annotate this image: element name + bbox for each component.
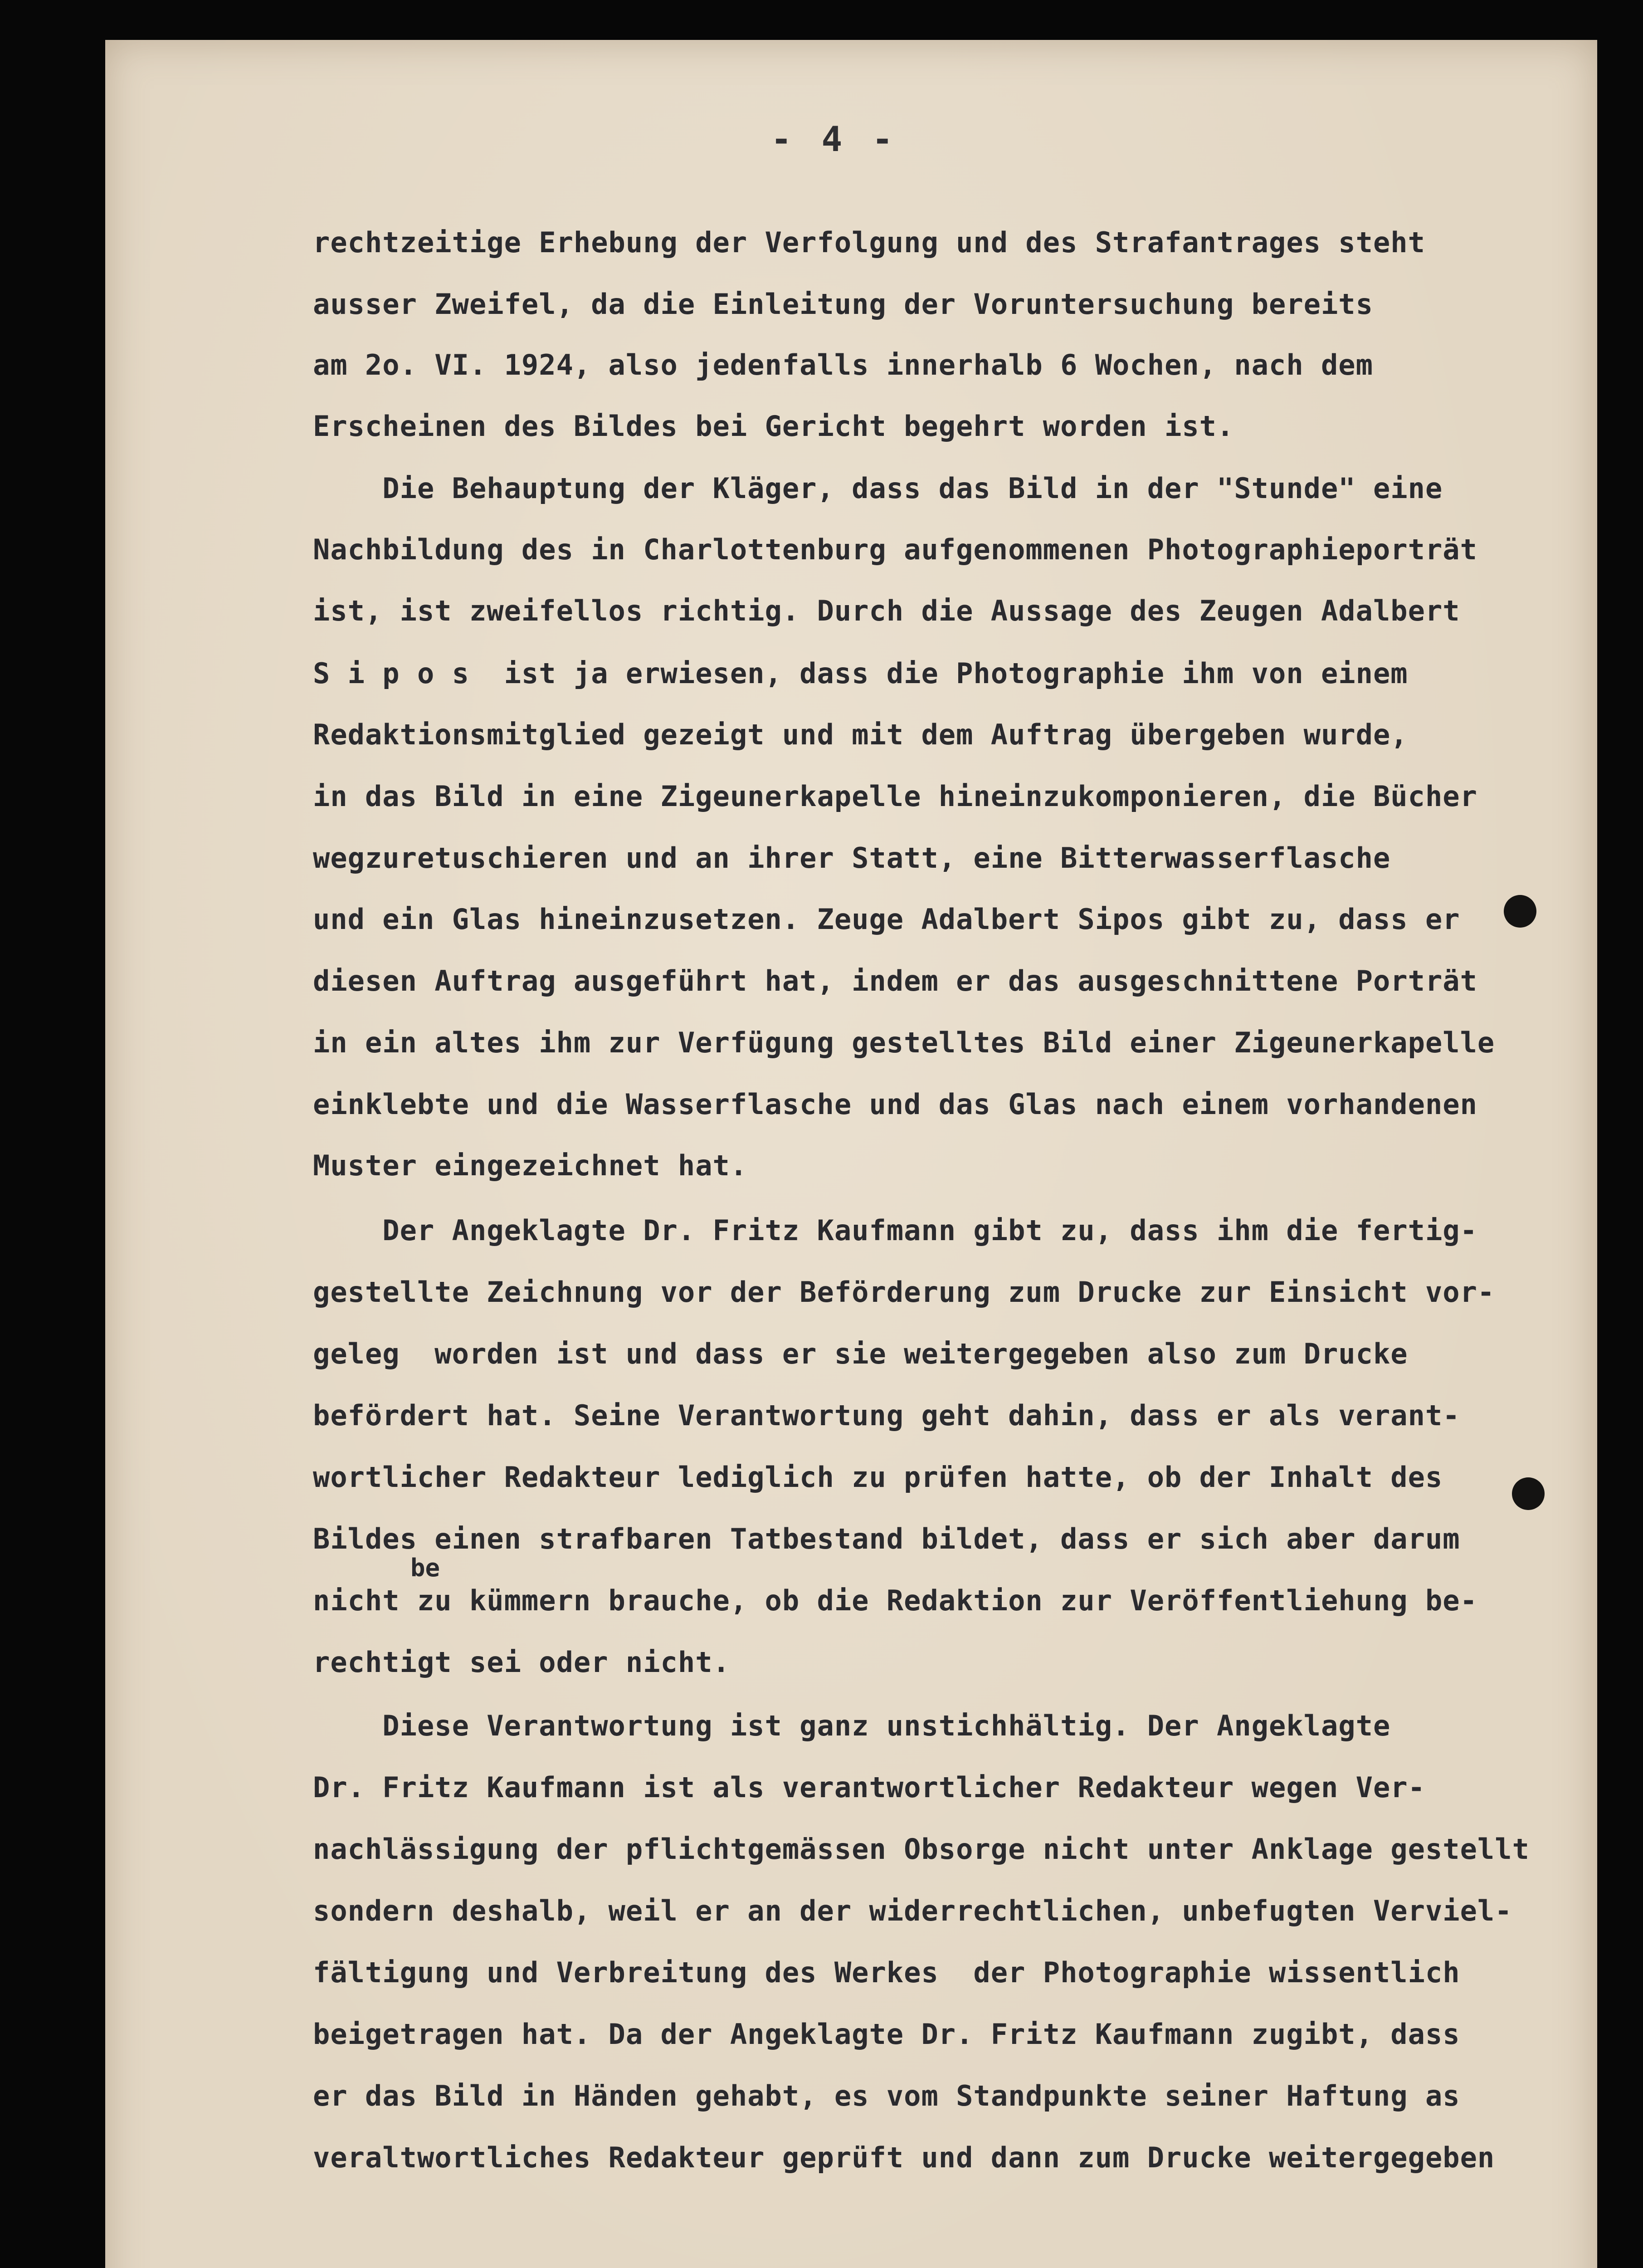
text-line: Muster eingezeichnet hat. <box>313 1149 748 1182</box>
text-line: rechtzeitige Erhebung der Verfolgung und des Strafantrages steht <box>313 226 1425 259</box>
text-line: wortlicher Redakteur lediglich zu prüfen hatte, ob der Inhalt des <box>313 1461 1443 1494</box>
text-line: am 2o. VI. 1924, also jedenfalls innerhalb 6 Wochen, nach dem <box>313 348 1373 381</box>
text-line: nicht zu kümmern brauche, ob die Redaktion zur Veröffentliehung be- <box>313 1584 1477 1617</box>
hole-punch <box>1504 895 1536 928</box>
text-line: nachlässigung der pflichtgemässen Obsorge nicht unter Anklage gestellt <box>313 1833 1530 1866</box>
text-line: Nachbildung des in Charlottenburg aufgenommenen Photographieporträt <box>313 533 1477 566</box>
text-line: Bildes einen strafbaren Tatbestand bildet, dass er sich aber darum <box>313 1522 1460 1555</box>
text-line: in ein altes ihm zur Verfügung gestelltes Bild einer Zigeunerkapelle <box>313 1026 1495 1059</box>
text-line: befördert hat. Seine Verantwortung geht dahin, dass er als verant- <box>313 1399 1460 1432</box>
text-line: geleg worden ist und dass er sie weitergegeben also zum Drucke <box>313 1337 1408 1370</box>
text-line: Der Angeklagte Dr. Fritz Kaufmann gibt zu, dass ihm die fertig- <box>313 1214 1477 1247</box>
text-line: einklebte und die Wasserflasche und das Glas nach einem vorhandenen <box>313 1088 1477 1121</box>
text-line: ist, ist zweifellos richtig. Durch die Aussage des Zeugen Adalbert <box>313 594 1460 627</box>
hole-punch <box>1512 1477 1545 1510</box>
text-line: Diese Verantwortung ist ganz unstichhältig. Der Angeklagte <box>313 1709 1391 1742</box>
text-line: gestellte Zeichnung vor der Beförderung zum Drucke zur Einsicht vor- <box>313 1276 1495 1309</box>
text-line: rechtigt sei oder nicht. <box>313 1646 730 1679</box>
handwritten-insertion: be <box>410 1554 440 1582</box>
text-line: Redaktionsmitglied gezeigt und mit dem Auftrag übergeben wurde, <box>313 718 1408 751</box>
text-line: beigetragen hat. Da der Angeklagte Dr. Fritz Kaufmann zugibt, dass <box>313 2018 1460 2051</box>
text-line: in das Bild in eine Zigeunerkapelle hineinzukomponieren, die Bücher <box>313 780 1477 813</box>
text-line: und ein Glas hineinzusetzen. Zeuge Adalbert Sipos gibt zu, dass er <box>313 903 1460 936</box>
text-line: er das Bild in Händen gehabt, es vom Standpunkte seiner Haftung as <box>313 2079 1460 2112</box>
text-line: veraltwortliches Redakteur geprüft und dann zum Drucke weitergegeben <box>313 2141 1495 2174</box>
text-line: wegzuretuschieren und an ihrer Statt, eine Bitterwasserflasche <box>313 841 1391 875</box>
text-line: sondern deshalb, weil er an der widerrechtlichen, unbefugten Verviel- <box>313 1894 1512 1927</box>
text-line: ausser Zweifel, da die Einleitung der Voruntersuchung bereits <box>313 288 1373 321</box>
text-line: Die Behauptung der Kläger, dass das Bild in der "Stunde" eine <box>313 472 1443 505</box>
page-number: - 4 - <box>771 119 897 159</box>
text-line: diesen Auftrag ausgeführt hat, indem er das ausgeschnittene Porträt <box>313 964 1477 997</box>
text-line: S i p o s ist ja erwiesen, dass die Photographie ihm von einem <box>313 657 1408 690</box>
text-line: fältigung und Verbreitung des Werkes der Photographie wissentlich <box>313 1956 1460 1989</box>
text-line: Erscheinen des Bildes bei Gericht begehrt worden ist. <box>313 410 1234 443</box>
text-line: Dr. Fritz Kaufmann ist als verantwortlicher Redakteur wegen Ver- <box>313 1771 1425 1804</box>
